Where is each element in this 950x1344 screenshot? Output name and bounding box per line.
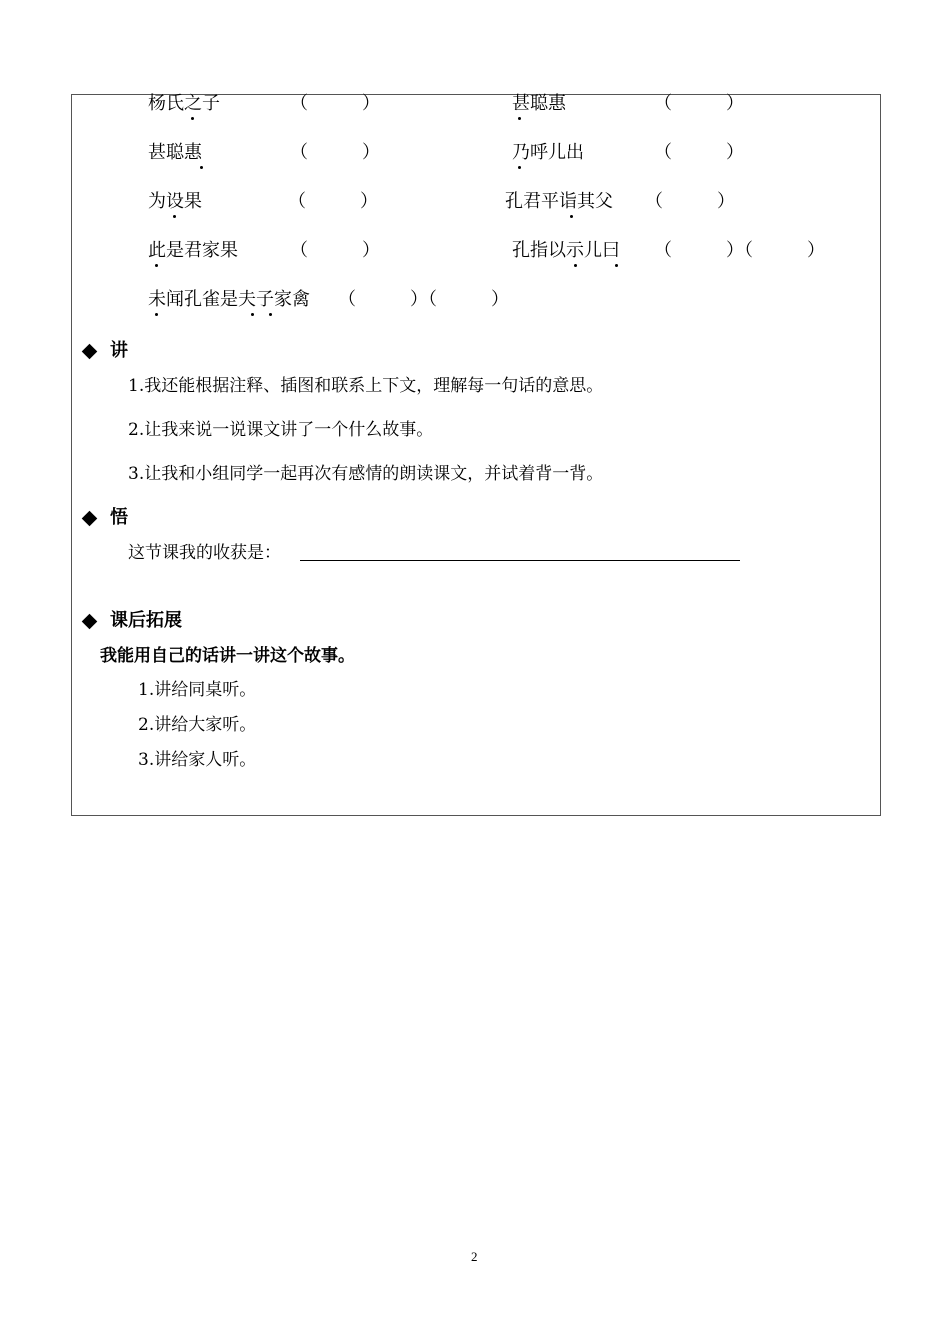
speak-item: 1.我还能根据注释、插图和联系上下文，理解每一句话的意思。 [128,376,604,396]
speak-item: 3.让我和小组同学一起再次有感情的朗读课文，并试着背一背。 [128,464,604,484]
section-heading-realize: 悟 [110,507,128,528]
emphasis-dot [269,313,272,316]
extension-intro: 我能用自己的话讲一讲这个故事。 [100,646,355,666]
emphasis-dot [251,313,254,316]
section-heading-extension: 课后拓展 [110,610,182,631]
gain-prompt: 这节课我的收获是： [128,543,281,563]
vocab-phrase: 孔指以示儿曰 [512,240,620,261]
vocab-phrase: 乃呼儿出 [512,142,584,163]
page-number: 2 [471,1249,478,1264]
vocab-phrase: 甚聪惠 [148,142,202,163]
emphasis-dot [173,215,176,218]
vocab-answer-blank: （ ） [654,93,744,114]
vocab-phrase: 甚聪惠 [512,93,566,114]
vocab-phrase: 孔君平诣其父 [505,191,613,212]
emphasis-dot [615,264,618,267]
extension-item: 1.讲给同桌听。 [138,680,257,700]
emphasis-dot [570,215,573,218]
vocab-answer-blank: （ ）（ ） [654,240,825,261]
vocab-answer-blank: （ ） [290,93,380,114]
extension-item: 3.讲给家人听。 [138,750,257,770]
section-heading-speak: 讲 [110,340,128,361]
emphasis-dot [155,264,158,267]
vocab-phrase: 未闻孔雀是夫子家禽 [148,289,310,310]
vocab-answer-blank: （ ） [290,142,380,163]
vocab-phrase: 此是君家果 [148,240,238,261]
emphasis-dot [200,166,203,169]
extension-item: 2.讲给大家听。 [138,715,257,735]
speak-item: 2.让我来说一说课文讲了一个什么故事。 [128,420,434,440]
emphasis-dot [574,264,577,267]
vocab-answer-blank: （ ） [645,191,735,212]
vocab-phrase: 为设果 [148,191,202,212]
emphasis-dot [155,313,158,316]
emphasis-dot [191,117,194,120]
vocab-answer-blank: （ ） [654,142,744,163]
emphasis-dot [518,166,521,169]
vocab-phrase: 杨氏之子 [148,93,220,114]
vocab-answer-blank: （ ）（ ） [338,289,509,310]
gain-answer-line[interactable] [300,560,740,561]
vocab-answer-blank: （ ） [290,240,380,261]
emphasis-dot [518,117,521,120]
vocab-answer-blank: （ ） [288,191,378,212]
